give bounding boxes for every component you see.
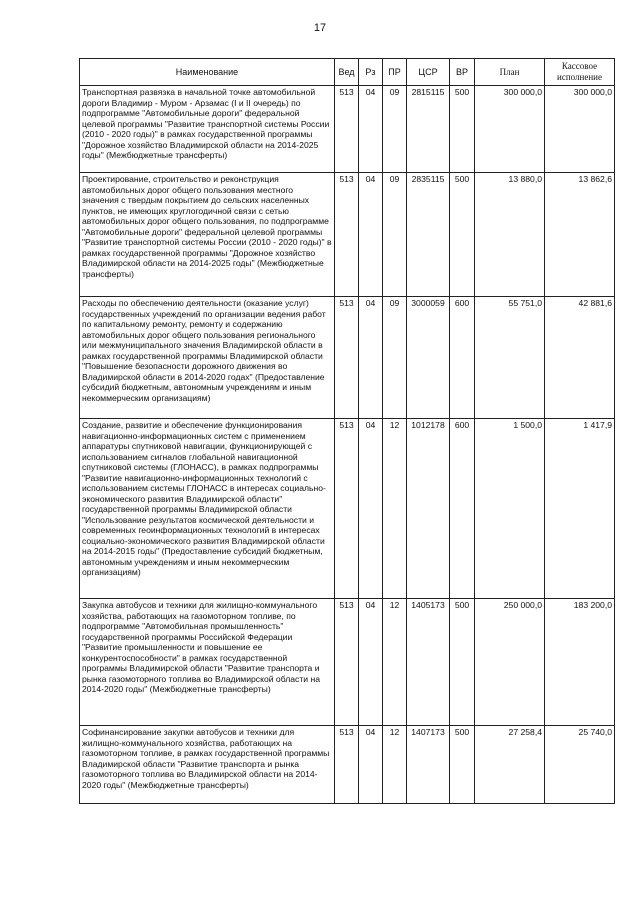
row-pr: 09 [383,173,407,297]
table-row [80,419,615,599]
row-kass: 183 200,0 [545,599,615,726]
row-plan: 55 751,0 [475,297,545,419]
row-kass: 25 740,0 [545,726,615,804]
page-number: 17 [313,22,327,34]
row-kass: 300 000,0 [545,86,615,173]
row-csr: 2815115 [407,86,450,173]
row-vr: 500 [450,173,475,297]
row-plan: 300 000,0 [475,86,545,173]
row-name: Проектирование, строительство и реконструкция автомобильных дорог общего пользования местного значения с твердым покрытием до сельских населенных пунктов, не имеющих круглогодичной связи с сетью автомобильных дорог общего пользования, по подпрограмме "Автомобильные дороги" федеральной целевой программы "Развитие транспортной системы России (2010 - 2020 годы)" в рамках государственной программы "Дорожное хозяйство Владимирской области на 2014-2025 годы" (Межбюджетные трансферты) [80,173,335,297]
row-ved: 513 [335,599,359,726]
row-kass: 13 862,6 [545,173,615,297]
row-ved: 513 [335,419,359,599]
row-pr: 09 [383,86,407,173]
row-plan: 1 500,0 [475,419,545,599]
row-rz: 04 [359,726,383,804]
budget-table [79,58,615,804]
header-name: Наименование [80,59,335,86]
header-ved: Вед [335,59,359,86]
header-csr: ЦСР [407,59,450,86]
row-pr: 12 [383,726,407,804]
row-ved: 513 [335,726,359,804]
header-vr: ВР [450,59,475,86]
row-csr: 1405173 [407,599,450,726]
header-rz: Рз [359,59,383,86]
row-name: Транспортная развязка в начальной точке автомобильной дороги Владимир - Муром - Арзамас (I и II очередь) по подпрограмме "Автомобильные дороги" федеральной целевой программы "Развитие транспортной системы России (2010 - 2020 годы)" в рамках государственной программы "Дорожное хозяйство Владимирской области на 2014-2025 годы" (Межбюджетные трансферты) [80,86,335,173]
row-name: Расходы по обеспечению деятельности (оказание услуг) государственных учреждений по организации ведения работ по капитальному ремонту, ремонту и содержанию автомобильных дорог общего пользования регионального или межмуниципального значения Владимирской области в рамках государственной программы Владимирской области "Повышение безопасности дорожного движения во Владимирской области в 2014-2020 годах" (Предоставление субсидий бюджетным, автономным учреждениям и иным некоммерческим организациям) [80,297,335,419]
row-name: Закупка автобусов и техники для жилищно-коммунального хозяйства, работающих на газомоторном топливе, по подпрограмме "Автомобильная промышленность" государственной программы Российской Федерации "Развитие промышленности и повышение ее конкурентоспособности" в рамках государственной программы Владимирской области "Развитие транспорта и рынка газомоторного топлива во Владимирской области на 2014-2020 годы" (Межбюджетные трансферты) [80,599,335,726]
row-plan: 27 258,4 [475,726,545,804]
row-kass: 1 417,9 [545,419,615,599]
row-rz: 04 [359,599,383,726]
table-row [80,86,615,173]
row-plan: 250 000,0 [475,599,545,726]
table-row [80,297,615,419]
header-kass: Кассовое исполнение [545,59,615,86]
row-ved: 513 [335,173,359,297]
row-ved: 513 [335,297,359,419]
row-rz: 04 [359,86,383,173]
row-vr: 600 [450,297,475,419]
table-header-row [80,59,615,86]
row-pr: 09 [383,297,407,419]
row-rz: 04 [359,173,383,297]
header-pr: ПР [383,59,407,86]
row-ved: 513 [335,86,359,173]
row-kass: 42 881,6 [545,297,615,419]
table-row [80,173,615,297]
table-row [80,599,615,726]
header-plan: План [475,59,545,86]
row-csr: 2835115 [407,173,450,297]
row-csr: 1407173 [407,726,450,804]
row-vr: 500 [450,86,475,173]
row-csr: 3000059 [407,297,450,419]
row-plan: 13 880,0 [475,173,545,297]
row-vr: 600 [450,419,475,599]
row-pr: 12 [383,599,407,726]
row-csr: 1012178 [407,419,450,599]
row-name: Создание, развитие и обеспечение функционирования навигационно-информационных систем с применением аппаратуры спутниковой навигации, функционирующей с использованием сигналов глобальной навигационной спутниковой системы (ГЛОНАСС), в рамках подпрограммы "Развитие навигационно-информационных технологий с использованием системы ГЛОНАСС в интересах социально-экономического развития Владимирской области" государственной программы Владимирской области "Использование результатов космической деятельности и современных геоинформационных технологий в интересах социально-экономического развития Владимирской области на 2014-2015 годы" (Предоставление субсидий бюджетным, автономным учреждениям и иным некоммерческим организациям) [80,419,335,599]
table-row [80,726,615,804]
row-vr: 500 [450,599,475,726]
row-name: Софинансирование закупки автобусов и техники для жилищно-коммунального хозяйства, работающих на газомоторном топливе, в рамках государственной программы Владимирской области "Развитие транспорта и рынка газомоторного топлива во Владимирской области на 2014-2020 годы" (Межбюджетные трансферты) [80,726,335,804]
row-vr: 500 [450,726,475,804]
row-rz: 04 [359,419,383,599]
row-rz: 04 [359,297,383,419]
row-pr: 12 [383,419,407,599]
